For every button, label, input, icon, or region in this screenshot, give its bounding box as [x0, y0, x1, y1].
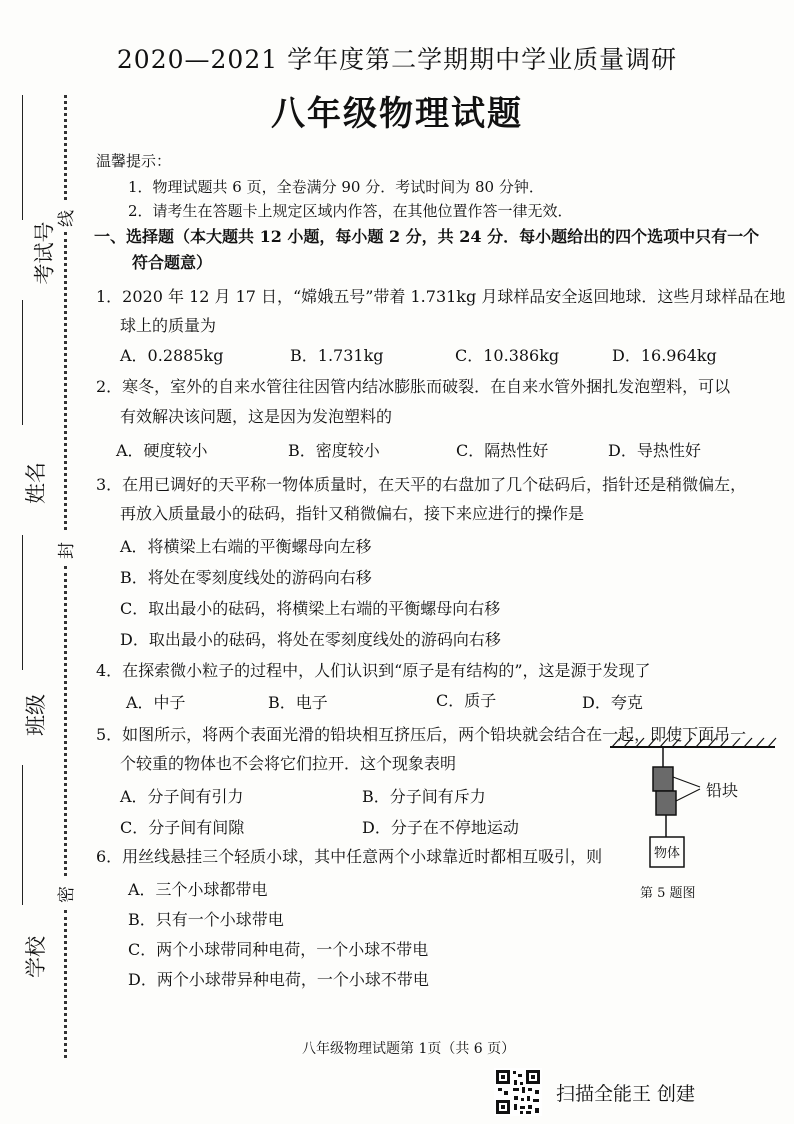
question-2-option-d: D．导热性好: [608, 441, 701, 460]
question-1-stem: 球上的质量为: [120, 316, 217, 335]
question-3-option-b: B．将处在零刻度线处的游码向右移: [120, 568, 372, 587]
question-4-option-b: B．电子: [268, 693, 328, 712]
question-3-option-c: C．取出最小的砝码，将横梁上右端的平衡螺母向右移: [120, 599, 501, 618]
binding-dotted-line: [64, 910, 67, 1058]
question-1-option-c: C．10.386kg: [455, 346, 560, 365]
question-6-option-d: D．两个小球带异种电荷，一个小球不带电: [128, 970, 429, 989]
question-6-option-b: B．只有一个小球带电: [128, 910, 284, 929]
question-2-stem: 有效解决该问题，这是因为发泡塑料的: [120, 407, 393, 426]
question-3-option-d: D．取出最小的砝码，将处在零刻度线处的游码向右移: [120, 630, 501, 649]
question-4-option-a: A．中子: [126, 693, 186, 712]
binding-dotted-line: [64, 95, 67, 200]
notice-heading: 温馨提示：: [96, 152, 172, 170]
name-label: 姓名: [24, 462, 48, 504]
seal-mi: 密: [57, 886, 77, 903]
question-6-stem: 6．用丝线悬挂三个轻质小球，其中任意两个小球靠近时都相互吸引，则: [96, 847, 603, 866]
question-2-stem: 2．寒冬，室外的自来水管往往因管内结冰膨胀而破裂．在自来水管外捆扎发泡塑料，可以: [96, 377, 731, 396]
question-1-option-a: A．0.2885kg: [120, 346, 224, 365]
section-heading-cont: 符合题意）: [132, 253, 213, 272]
exam-title-line1: 2020—2021 学年度第二学期期中学业质量调研: [116, 45, 678, 74]
question-2-option-b: B．密度较小: [288, 441, 380, 460]
question-4-option-d: D．夸克: [582, 693, 643, 712]
question-1-option-d: D．16.964kg: [612, 346, 717, 365]
notice-item: 2．请考生在答题卡上规定区域内作答，在其他位置作答一律无效．: [128, 202, 573, 220]
question-6-option-a: A．三个小球都带电: [128, 880, 268, 899]
qr-code-icon: [494, 1068, 542, 1116]
question-1-stem: 1．2020 年 12 月 17 日，“嫦娥五号”带着 1.731kg 月球样品安全返回地球．这些月球样品在地: [96, 287, 786, 306]
binding-dotted-line: [64, 566, 67, 876]
school-blank-line: [22, 765, 23, 905]
page-footer: 八年级物理试题第 1页（共 6 页）: [302, 1041, 516, 1057]
scanner-watermark-text: 扫描全能王 创建: [556, 1083, 696, 1105]
school-label: 学校: [24, 936, 48, 978]
question-2-option-a: A．硬度较小: [116, 441, 208, 460]
figure-5-object-label: 物体: [654, 846, 681, 861]
lower-lead-block: [656, 791, 676, 815]
exam-no-blank-line: [22, 95, 23, 220]
question-2-option-c: C．隔热性好: [456, 441, 549, 460]
label-pointer: [673, 777, 700, 787]
question-4-option-c: C．质子: [436, 691, 497, 710]
exam-title-line2: 八年级物理试题: [271, 94, 523, 134]
question-4-stem: 4．在探索微小粒子的过程中，人们认识到“原子是有结构的”，这是源于发现了: [96, 661, 651, 680]
figure-5-caption: 第 5 题图: [640, 886, 696, 901]
question-5-stem: 个较重的物体也不会将它们拉开．这个现象表明: [120, 754, 457, 773]
figure-5-lead-label: 铅块: [706, 781, 739, 800]
question-3-option-a: A．将横梁上右端的平衡螺母向左移: [120, 537, 372, 556]
question-3-stem: 3．在用已调好的天平称一物体质量时，在天平的右盘加了几个砝码后，指针还是稍微偏左，: [96, 475, 747, 494]
exam-no-label: 考试号: [32, 221, 57, 285]
question-5-option-b: B．分子间有斥力: [362, 787, 486, 806]
question-5-option-d: D．分子在不停地运动: [362, 818, 519, 837]
question-1-option-b: B．1.731kg: [290, 346, 384, 365]
question-6-option-c: C．两个小球带同种电荷，一个小球不带电: [128, 940, 429, 959]
upper-lead-block: [653, 767, 673, 791]
seal-xian: 线: [57, 210, 77, 227]
question-5-option-a: A．分子间有引力: [120, 787, 244, 806]
section-heading: 一、选择题（本大题共 12 小题，每小题 2 分，共 24 分．每小题给出的四个选项中只有一个: [94, 227, 760, 246]
ceiling-hatching: [612, 738, 776, 747]
binding-dotted-line: [64, 232, 67, 530]
name-blank-line: [22, 300, 23, 425]
figure-5-diagram: [600, 735, 790, 905]
label-pointer: [676, 789, 700, 801]
class-label: 班级: [24, 694, 48, 736]
notice-item: 1．物理试题共 6 页，全卷满分 90 分．考试时间为 80 分钟．: [128, 178, 544, 196]
class-blank-line: [22, 535, 23, 670]
question-3-stem: 再放入质量最小的砝码，指针又稍微偏右，接下来应进行的操作是: [120, 504, 585, 523]
seal-feng: 封: [57, 542, 77, 559]
question-5-stem: 5．如图所示，将两个表面光滑的铅块相互挤压后，两个铅块就会结合在一起，即使下面吊一: [96, 725, 747, 744]
question-5-option-c: C．分子间有间隙: [120, 818, 245, 837]
